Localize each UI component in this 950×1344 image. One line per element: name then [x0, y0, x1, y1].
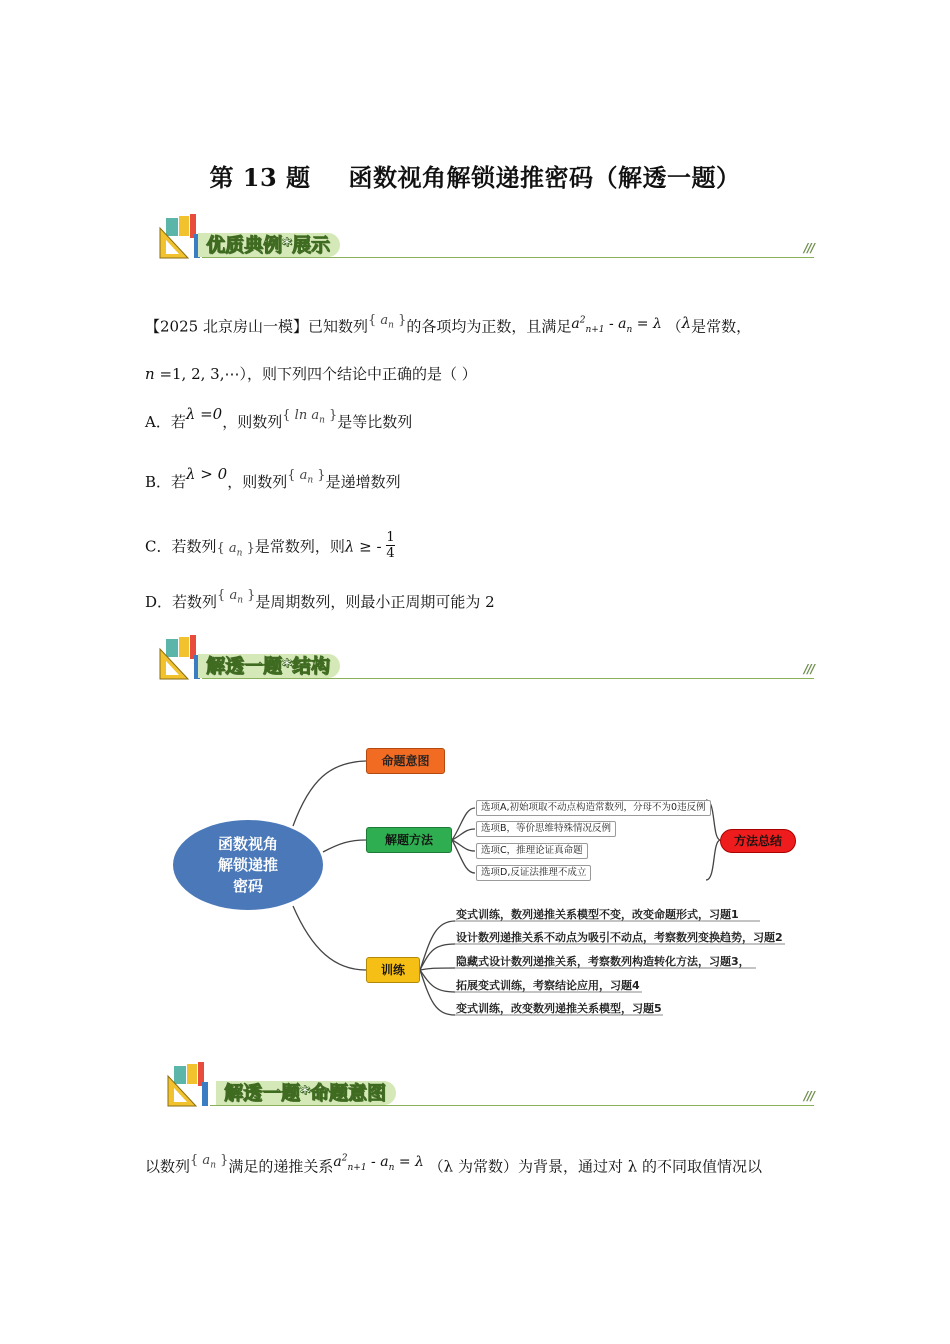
banner-title: 优质典例*展示	[198, 233, 340, 257]
branch-method: 解题方法	[366, 827, 452, 853]
option-b: B．若λ > 0，则数列{ $a_n$ }是递增数列	[145, 465, 401, 491]
intent-paragraph: 以数列{ $a_n$ }满足的递推关系$a^2_{n+1} - a_n = \lambda$ （λ 为常数）为背景，通过对 λ 的不同取值情况以	[145, 1152, 762, 1176]
problem-line-1: 【2025 北京房山一模】已知数列{ $a_n$ }的各项均为正数，且满足$a^2_{n+1} - a_n = \lambda$ （λ是常数，	[145, 312, 752, 336]
method-item: 选项D,反证法推理不成立	[476, 865, 591, 881]
method-item: 选项A,初始项取不动点构造常数列，分母不为0违反例	[476, 800, 711, 816]
mindmap-root: 函数视角 解锁递推 密码	[173, 820, 323, 910]
method-summary: 方法总结	[720, 829, 796, 853]
problem-source: 【2025 北京房山一模】	[145, 317, 308, 336]
question-number: 第 13 题	[209, 163, 311, 192]
branch-training: 训练	[366, 957, 420, 983]
question-topic: 函数视角解锁递推密码（解透一题）	[348, 163, 741, 192]
sequence-an: { $a_n$ }	[367, 312, 407, 331]
option-c: C．若数列{ $a_n$ }是常数列，则λ ≥ - $\frac{1}{4}$	[145, 530, 395, 561]
stationery-icon	[166, 1062, 216, 1108]
banner-slashes: ///	[803, 1089, 814, 1103]
training-item: 设计数列递推关系不动点为吸引不动点，考察数列变换趋势，习题2	[456, 931, 783, 944]
option-a: A．若λ =0，则数列{ $\ln a_n$ }是等比数列	[145, 405, 413, 431]
training-item: 变式训练，改变数列递推关系模型，习题5	[456, 1002, 662, 1015]
banner-slashes: ///	[803, 662, 814, 676]
training-item: 隐藏式设计数列递推关系，考察数列构造转化方法，习题3，	[456, 955, 750, 968]
method-item: 选项B，等价思维特殊情况反例	[476, 821, 616, 837]
banner-title: 解透一题*结构	[198, 654, 340, 678]
option-d: D．若数列{ $a_n$ }是周期数列，则最小正周期可能为 2	[145, 588, 495, 611]
training-item: 变式训练，数列递推关系模型不变，改变命题形式，习题1	[456, 908, 739, 921]
section-banner-intent	[166, 1062, 814, 1108]
banner-title: 解透一题*命题意图	[216, 1081, 396, 1105]
problem-line-2: n =1, 2, 3,⋯），则下列四个结论中正确的是（ ）	[145, 365, 477, 383]
branch-intent: 命题意图	[366, 748, 445, 774]
training-item: 拓展变式训练，考察结论应用，习题4	[456, 979, 640, 992]
method-item: 选项C，推理论证真命题	[476, 843, 588, 859]
recurrence-formula: $a^2_{n+1} - a_n = \lambda$	[571, 315, 662, 335]
banner-slashes: ///	[803, 241, 814, 255]
